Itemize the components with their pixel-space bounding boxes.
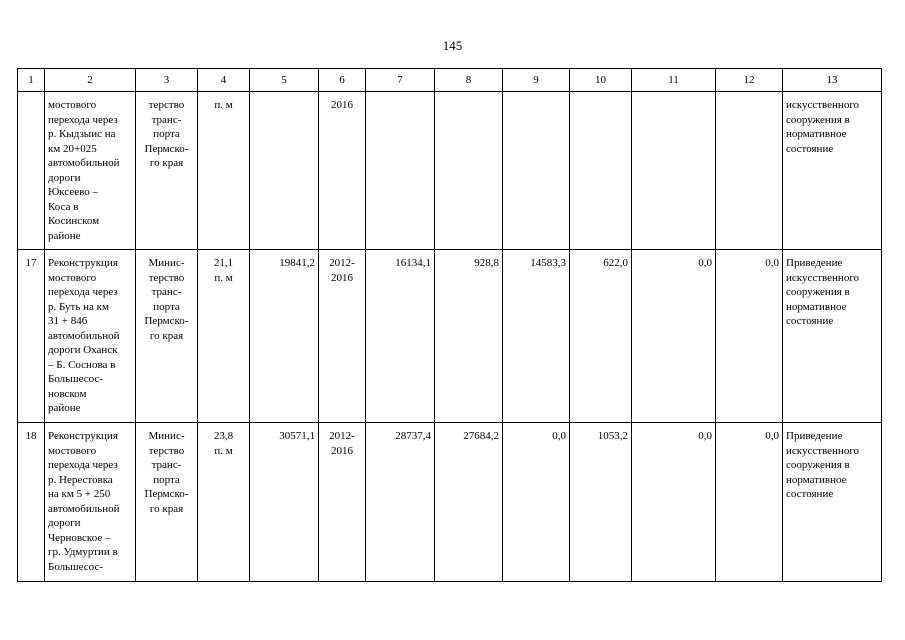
page-number: 145	[442, 38, 463, 53]
column-header: 11	[632, 69, 716, 92]
column-header: 9	[503, 69, 570, 92]
measure-name: Реконструкция мостового перехода через р. Буть на км 31 + 846 автомобильной дороги Оханск – Б. Соснова в Большесос- новском районе	[45, 250, 136, 423]
total-cost: 19841,2	[250, 250, 319, 423]
cell-c11: 0,0	[632, 423, 716, 582]
measure-name: мостового перехода через р. Кыдзыис на км 20+025 автомобильной дороги Юксеево – Коса в Косинском районе	[45, 92, 136, 250]
column-header: 7	[366, 69, 435, 92]
unit-value: 21,1 п. м	[198, 250, 250, 423]
column-header: 6	[319, 69, 366, 92]
total-cost: 30571,1	[250, 423, 319, 582]
executor: Минис- терство транс- порта Пермско- го края	[136, 250, 198, 423]
column-number-row	[18, 69, 882, 92]
cell-c11: 0,0	[632, 250, 716, 423]
column-header: 1	[18, 69, 45, 92]
unit-value: 23,8 п. м	[198, 423, 250, 582]
executor: Минис- терство транс- порта Пермско- го края	[136, 423, 198, 582]
cell-c8: 27684,2	[435, 423, 503, 582]
column-header: 12	[716, 69, 783, 92]
cell-c12	[716, 92, 783, 250]
measure-name: Реконструкция мостового перехода через р. Нерестовка на км 5 + 250 автомобильной дороги Черновское – гр. Удмуртии в Большесос-	[45, 423, 136, 582]
table-row	[18, 92, 882, 250]
column-header: 10	[570, 69, 632, 92]
column-header: 3	[136, 69, 198, 92]
cell-c10: 622,0	[570, 250, 632, 423]
cell-c10: 1053,2	[570, 423, 632, 582]
column-header: 5	[250, 69, 319, 92]
program-table	[17, 68, 882, 582]
cell-c7: 16134,1	[366, 250, 435, 423]
unit-value: п. м	[198, 92, 250, 250]
column-header: 2	[45, 69, 136, 92]
cell-c9: 14583,3	[503, 250, 570, 423]
expected-result: Приведение искусственного сооружения в нормативное состояние	[783, 423, 882, 582]
cell-c11	[632, 92, 716, 250]
cell-c7	[366, 92, 435, 250]
column-header: 13	[783, 69, 882, 92]
table-row	[18, 250, 882, 423]
cell-c12: 0,0	[716, 423, 783, 582]
cell-c12: 0,0	[716, 250, 783, 423]
cell-c9: 0,0	[503, 423, 570, 582]
cell-c9	[503, 92, 570, 250]
cell-c8: 928,8	[435, 250, 503, 423]
expected-result: Приведение искусственного сооружения в нормативное состояние	[783, 250, 882, 423]
table-row	[18, 423, 882, 582]
years: 2012- 2016	[319, 250, 366, 423]
total-cost	[250, 92, 319, 250]
years: 2012- 2016	[319, 423, 366, 582]
cell-c7: 28737,4	[366, 423, 435, 582]
cell-c10	[570, 92, 632, 250]
column-header: 4	[198, 69, 250, 92]
cell-c8	[435, 92, 503, 250]
expected-result: искусственного сооружения в нормативное состояние	[783, 92, 882, 250]
executor: терство транс- порта Пермско- го края	[136, 92, 198, 250]
column-header: 8	[435, 69, 503, 92]
row-number: 17	[18, 250, 45, 423]
years: 2016	[319, 92, 366, 250]
row-number	[18, 92, 45, 250]
row-number: 18	[18, 423, 45, 582]
